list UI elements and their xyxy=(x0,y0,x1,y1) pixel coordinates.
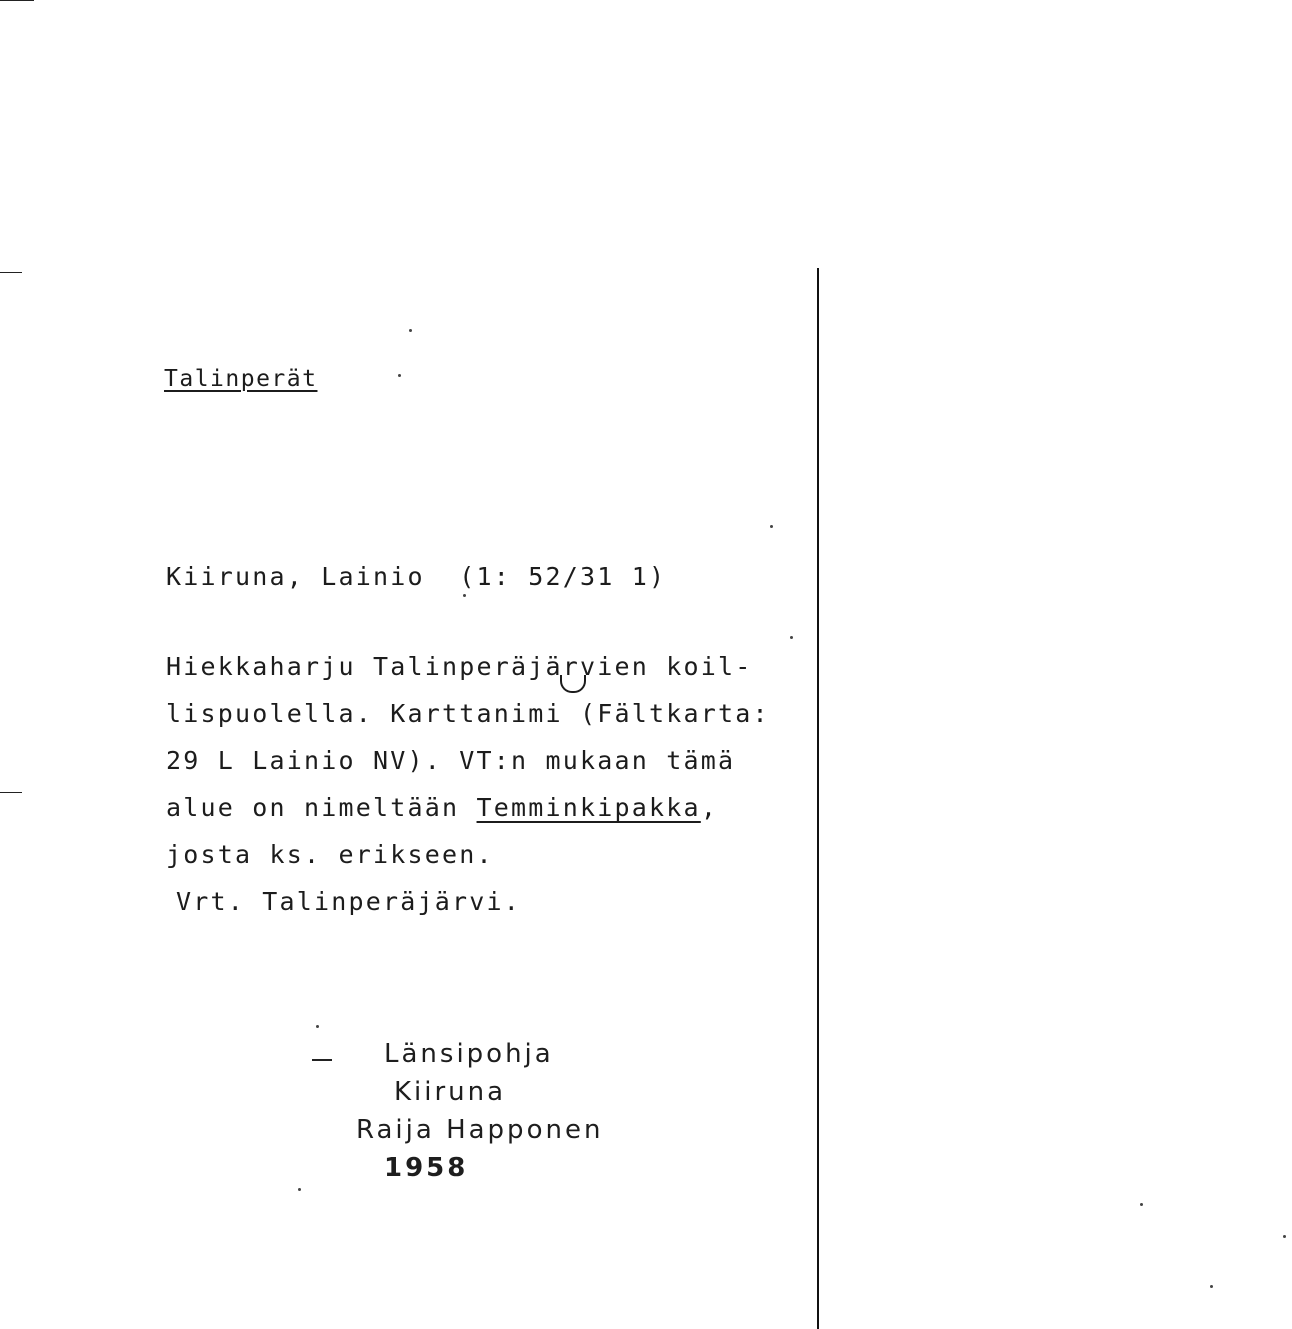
description-line-with-reference xyxy=(166,793,770,840)
description-line: josta ks. erikseen. xyxy=(166,840,494,869)
stamp-region: Länsipohja xyxy=(384,1039,554,1069)
stamp-municipality: Kiiruna xyxy=(394,1077,507,1107)
edge-mark xyxy=(0,792,22,793)
edge-mark xyxy=(0,0,34,1)
scan-speck xyxy=(1210,1285,1213,1288)
fold-line xyxy=(817,268,819,1329)
scan-speck xyxy=(409,329,412,332)
description-line: Hiekkaharju Talinperäjärvien koil- xyxy=(166,652,753,681)
scan-speck xyxy=(1140,1203,1143,1206)
description-text: alue on nimeltään xyxy=(166,793,477,822)
locality-line: Kiiruna, Lainio (1: 52/31 1) xyxy=(166,562,667,591)
scan-speck xyxy=(316,1025,319,1028)
stamp-collector: Raija Happonen xyxy=(356,1115,604,1145)
description-block xyxy=(166,652,770,934)
scan-speck xyxy=(298,1188,301,1191)
place-name-title: Talinperät xyxy=(164,366,318,392)
see-also-line: Vrt. Talinperäjärvi. xyxy=(176,887,522,916)
collector-stamp xyxy=(356,1035,603,1187)
dash-mark xyxy=(312,1059,332,1061)
reference-suffix: , xyxy=(700,793,719,822)
scan-speck xyxy=(1283,1235,1286,1238)
edge-mark xyxy=(0,272,22,273)
scan-speck xyxy=(790,636,793,639)
stamp-year: 1958 xyxy=(384,1153,469,1183)
cross-reference-name: Temminkipakka xyxy=(476,793,701,822)
description-line: lispuolella. Karttanimi (Fältkarta: xyxy=(166,699,770,728)
scan-speck xyxy=(398,374,401,377)
scan-speck xyxy=(463,594,466,597)
description-line: 29 L Lainio NV). VT:n mukaan tämä xyxy=(166,746,736,775)
scan-speck xyxy=(770,525,773,528)
